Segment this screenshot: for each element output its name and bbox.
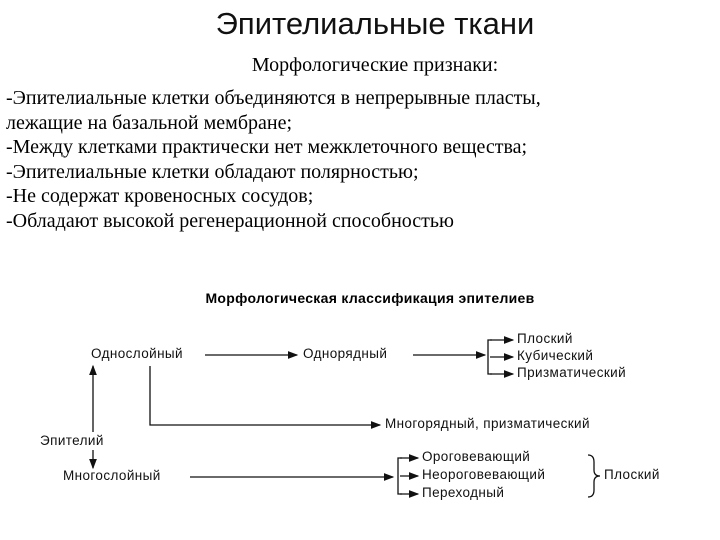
feature-line: -Обладают высокой регенерационной способностью [6,209,454,232]
connector-single-to-multirow [150,366,380,425]
node-single-row: Однорядный [303,346,388,361]
node-group-flat: Плоский [604,467,660,482]
node-multi-row: Многорядный, призматический [385,416,590,431]
node-type-nonkeratinizing: Неороговевающий [422,467,546,482]
node-type-flat: Плоский [517,331,573,346]
feature-line: -Не содержат кровеносных сосудов; [6,185,314,207]
page-subtitle: Морфологические признаки: [251,54,499,76]
node-type-keratinizing: Ороговевающий [422,449,531,464]
feature-line: -Между клетками практически нет межклеточного вещества; [6,136,528,158]
page-title: Эпителиальные ткани [215,6,535,41]
node-type-transitional: Переходный [422,485,505,500]
feature-line: -Эпителиальные клетки объединяются в непрерывные пласты, [6,87,541,109]
node-single-layer: Однослойный [91,346,183,361]
node-root: Эпителий [40,433,104,448]
node-type-prismatic: Призматический [517,365,627,380]
curly-brace [588,455,600,497]
node-multi-layer: Многослойный [63,468,161,483]
feature-line: -Эпителиальные клетки обладают полярностью; [6,160,419,183]
node-type-cubic: Кубический [517,348,594,363]
feature-line: лежащие на базальной мембране; [6,111,293,134]
diagram-title: Морфологическая классификация эпителиев [205,290,535,306]
